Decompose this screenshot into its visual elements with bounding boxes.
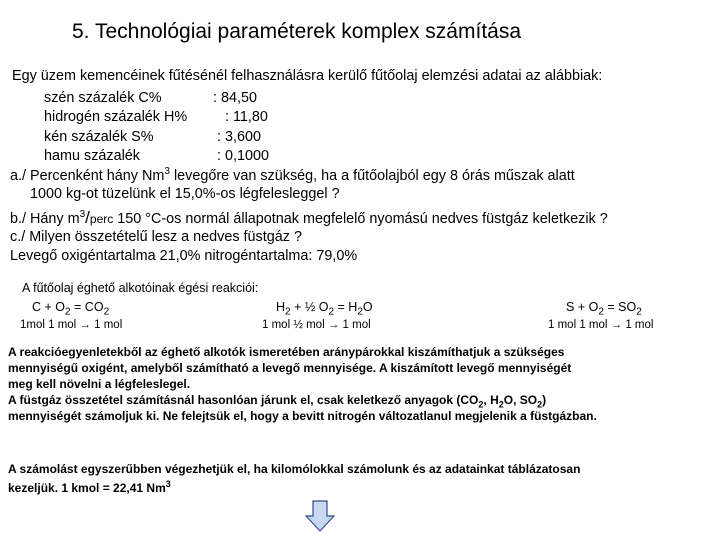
question-c: c./ Milyen összetételű lesz a nedves füstgáz ? bbox=[10, 229, 302, 245]
component-label: hidrogén százalék H% bbox=[44, 109, 188, 125]
explanation-text: , H bbox=[483, 393, 499, 407]
note-line: A számolást egyszerűbben végezhetjük el, ha kilomólokkal számolunk és az adatainkat táblázatosan bbox=[8, 462, 581, 476]
question-a-superscript: 3 bbox=[164, 166, 170, 177]
reaction-subscript: 2 bbox=[103, 306, 110, 318]
explanation-text: ) bbox=[542, 393, 547, 407]
note-text: kezeljük. 1 kmol = 22,41 Nm bbox=[8, 481, 166, 495]
note-line bbox=[8, 479, 171, 495]
explanation-line: meg kell növelni a légfeleslegel. bbox=[8, 377, 191, 391]
reaction-subscript: 2 bbox=[636, 306, 642, 318]
reaction-text: = H bbox=[334, 300, 358, 314]
reaction-hydrogen bbox=[276, 300, 373, 318]
air-composition: Levegő oxigéntartalma 21,0% nitrogéntartalma: 79,0% bbox=[10, 248, 358, 264]
question-b-superscript: 3 bbox=[79, 209, 86, 221]
question-a bbox=[10, 166, 575, 184]
reaction-text: H bbox=[276, 300, 286, 314]
component-value: : 3,600 bbox=[217, 129, 262, 145]
reactions-heading: A fűtőolaj éghető alkotóinak égési reakciói: bbox=[22, 281, 259, 295]
reaction-carbon-moles: 1mol 1 mol → 1 mol bbox=[20, 319, 123, 331]
reaction-subscript: 2 bbox=[598, 306, 604, 318]
reaction-text: O bbox=[362, 300, 373, 314]
explanation-subscript: 2 bbox=[537, 399, 543, 410]
explanation-text: O, SO bbox=[503, 393, 538, 407]
reaction-text: = SO bbox=[603, 300, 637, 314]
question-b-slash: / bbox=[85, 208, 90, 227]
explanation-line bbox=[8, 393, 546, 409]
problem-intro: Egy üzem kemencéinek fűtésénél felhasználásra kerülő fűtőolaj elemzési adatai az alábbiak: bbox=[12, 68, 603, 84]
reaction-carbon bbox=[32, 300, 109, 318]
explanation-subscript: 2 bbox=[498, 399, 504, 410]
question-b bbox=[10, 208, 608, 228]
reaction-subscript: 2 bbox=[357, 306, 363, 318]
down-arrow-icon[interactable] bbox=[305, 500, 335, 532]
explanation-subscript: 2 bbox=[478, 399, 484, 410]
reaction-text: = CO bbox=[70, 300, 104, 314]
explanation-line: mennyiségű oxigént, amelyből számítható a levegő mennyisége. A kiszámított levegő mennyiségét bbox=[8, 361, 572, 375]
page-title: 5. Technológiai paraméterek komplex számítása bbox=[72, 20, 522, 43]
reaction-hydrogen-moles: 1 mol ½ mol → 1 mol bbox=[262, 319, 371, 331]
component-label: hamu százalék bbox=[44, 148, 140, 164]
question-a-text-2: levegőre van szükség, ha a fűtőolajból egy 8 órás műszak alatt bbox=[169, 167, 575, 184]
component-label: szén százalék C% bbox=[44, 90, 162, 106]
reaction-subscript: 2 bbox=[65, 306, 71, 318]
question-a-line2: 1000 kg-ot tüzelünk el 15,0%-os légfelesleggel ? bbox=[30, 186, 340, 202]
reaction-subscript: 2 bbox=[285, 306, 291, 318]
component-label: kén százalék S% bbox=[44, 129, 154, 145]
explanation-text: A füstgáz összetétel számításnál hasonlóan járunk el, csak keletkező anyagok (CO bbox=[8, 393, 479, 407]
reaction-text: + ½ O bbox=[290, 300, 329, 314]
question-b-perc: perc bbox=[89, 212, 114, 226]
reaction-subscript: 2 bbox=[328, 306, 335, 318]
explanation-line: A reakcióegyenletekből az éghető alkotók ismeretében aránypárokkal kiszámíthatjuk a szükséges bbox=[8, 345, 565, 359]
question-b-text-2: 150 °C-os normál állapotnak megfelelő nyomású nedves füstgáz keletkezik ? bbox=[113, 211, 608, 227]
component-value: : 11,80 bbox=[225, 109, 268, 125]
reaction-sulfur bbox=[566, 300, 642, 318]
reaction-text: S + O bbox=[566, 300, 599, 314]
question-a-text: a./ Percenként hány Nm bbox=[10, 167, 165, 184]
question-b-text: b./ Hány m bbox=[10, 211, 80, 227]
component-value: : 84,50 bbox=[213, 90, 258, 106]
reaction-text: C + O bbox=[32, 300, 65, 314]
reaction-sulfur-moles: 1 mol 1 mol → 1 mol bbox=[548, 319, 654, 331]
component-value: : 0,1000 bbox=[217, 148, 270, 164]
note-superscript: 3 bbox=[165, 479, 171, 489]
explanation-line: mennyiségét számoljuk ki. Ne felejtsük el, hogy a bevitt nitrogén változatlanul megjelenik a füstgázban. bbox=[8, 409, 597, 423]
